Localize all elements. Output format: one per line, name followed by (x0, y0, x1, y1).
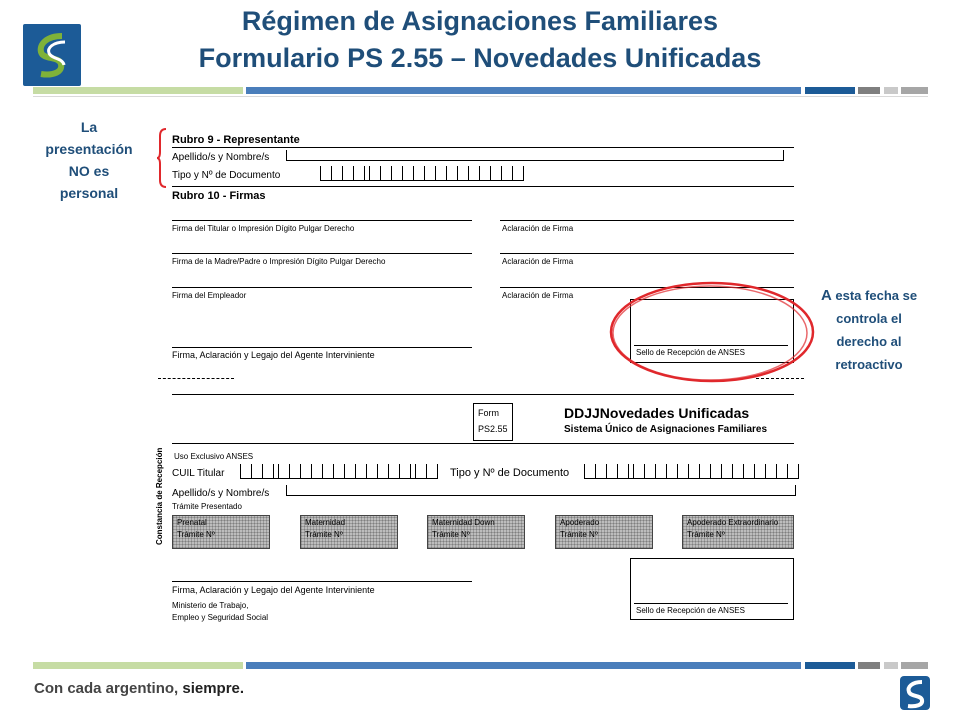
label-tramite: Trámite Presentado (172, 502, 242, 511)
tramite-maternidad[interactable]: Maternidad Trámite Nº (300, 515, 398, 549)
label-aclaracion: Aclaración de Firma (502, 257, 574, 266)
label-sello: Sello de Recepción de ANSES (636, 348, 745, 357)
red-brace (157, 128, 167, 188)
rule (172, 443, 794, 444)
label-sig-empleador: Firma del Empleador (172, 291, 247, 300)
signature-line (500, 220, 794, 221)
form-code-box (473, 403, 513, 441)
rubro9-heading: Rubro 9 - Representante (172, 134, 300, 146)
red-circle-highlight (606, 279, 818, 386)
label-agente: Firma, Aclaración y Legajo del Agente Interviniente (172, 350, 375, 360)
header-bar-gray (858, 87, 880, 94)
signature-line (172, 220, 472, 221)
label-agente-b: Firma, Aclaración y Legajo del Agente Interviniente (172, 585, 375, 595)
header-bar-green (33, 87, 243, 94)
tramite-prenatal[interactable]: Prenatal Trámite Nº (172, 515, 270, 549)
tramite-maternidad-down[interactable]: Maternidad Down Trámite Nº (427, 515, 525, 549)
signature-line (500, 253, 794, 254)
ddjj-heading: DDJJNovedades Unificadas (564, 405, 750, 421)
label-apellido: Apellido/s y Nombre/s (172, 152, 270, 163)
rubro10-heading: Rubro 10 - Firmas (172, 190, 266, 202)
anses-logo-icon (29, 30, 75, 80)
label-tipo-doc: Tipo y Nº de Documento (172, 170, 281, 181)
signature-line (172, 581, 472, 582)
vertical-label: Constancia de Recepción (155, 447, 164, 545)
header-bar-gray2 (901, 87, 928, 94)
header-bar-lightgray (884, 87, 898, 94)
anses-footer-icon (900, 676, 930, 710)
label-ministerio-2: Empleo y Seguridad Social (172, 613, 269, 622)
tipo-doc-boxes-b[interactable] (584, 464, 799, 480)
rule (172, 147, 794, 148)
header-bar-darkblue (805, 87, 855, 94)
footer-bar-gray2 (901, 662, 928, 669)
rule (172, 186, 794, 187)
header-bar-blue (246, 87, 801, 94)
rule (172, 394, 794, 395)
signature-line (172, 287, 472, 288)
page-title-line1: Régimen de Asignaciones Familiares (241, 6, 719, 36)
tramite-apoderado[interactable]: Apoderado Trámite Nº (555, 515, 653, 549)
footer-bar-green (33, 662, 243, 669)
label-tipo-doc-b: Tipo y Nº de Documento (450, 467, 570, 479)
cuil-boxes[interactable] (240, 464, 438, 480)
cut-line-right (756, 378, 804, 379)
apellido-field[interactable] (286, 150, 784, 161)
form-code: PS2.55 (478, 424, 508, 434)
note-fecha: A esta fecha se controla el derecho al retroactivo (820, 287, 918, 372)
sello-line (634, 603, 788, 604)
label-sig-madre: Firma de la Madre/Padre o Impresión Dígito Pulgar Derecho (172, 257, 386, 266)
header-rule (33, 96, 928, 97)
footer-bar-blue (246, 662, 801, 669)
footer-logo (900, 676, 930, 710)
label-ministerio-1: Ministerio de Trabajo, (172, 601, 249, 610)
note-presentacion: La presentación NO es personal (45, 119, 133, 201)
cut-line-left (158, 378, 234, 379)
sistema-heading: Sistema Único de Asignaciones Familiares (564, 424, 768, 435)
label-aclaracion: Aclaración de Firma (502, 224, 574, 233)
tipo-doc-boxes[interactable] (320, 166, 524, 182)
footer-slogan: Con cada argentino, siempre. (34, 680, 245, 697)
footer-bar-lightgray (884, 662, 898, 669)
page-title-line2: Formulario PS 2.55 – Novedades Unificadas (198, 43, 762, 73)
footer-bar-gray (858, 662, 880, 669)
signature-line (172, 253, 472, 254)
label-cuil: CUIL Titular (172, 468, 225, 479)
label-apellido-b: Apellido/s y Nombre/s (172, 488, 270, 499)
form-label: Form (478, 408, 499, 418)
label-uso: Uso Exclusivo ANSES (174, 452, 254, 461)
label-sig-titular: Firma del Titular o Impresión Dígito Pulgar Derecho (172, 224, 355, 233)
anses-logo (23, 24, 81, 86)
label-aclaracion: Aclaración de Firma (502, 291, 574, 300)
label-sello-b: Sello de Recepción de ANSES (636, 606, 745, 615)
signature-line (172, 347, 472, 348)
tramite-apoderado-extraordinario[interactable]: Apoderado Extraordinario Trámite Nº (682, 515, 794, 549)
apellido-field-b[interactable] (286, 485, 796, 496)
footer-bar-darkblue (805, 662, 855, 669)
